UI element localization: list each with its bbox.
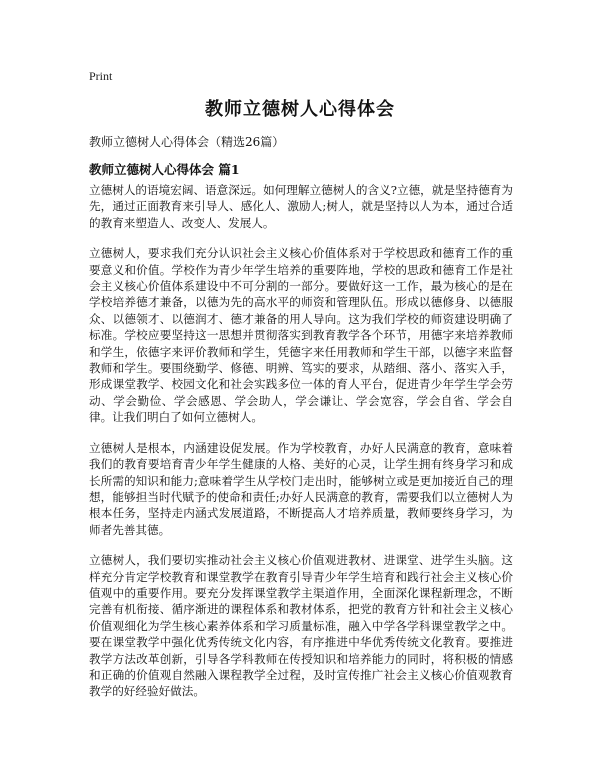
paragraph-1: 立德树人的语境宏阔、语意深远。如何理解立德树人的含义?立德，就是坚持德育为先，通过正面教育来引导人、感化人、激励人;树人，就是坚持以人为本，通过合适的教育来塑造人、改变人、发展人。 bbox=[89, 183, 513, 230]
print-link[interactable]: Print bbox=[89, 69, 113, 83]
page-title: 教师立德树人心得体会 bbox=[205, 99, 395, 120]
document-subtitle: 教师立德树人心得体会（精选26篇） bbox=[89, 135, 285, 149]
paragraph-2: 立德树人，要求我们充分认识社会主义核心价值体系对于学校思政和德育工作的重要意义和价值。学校作为青少年学生培养的重要阵地，学校的思政和德育工作是社会主义核心价值体系建设中不可分割的一部分。要做好这一工作，最为核心的是在学校培养德才兼备，以德为先的高水平的师资和管理队伍。形成以德修身、以德服众、以德领才、以德润才、德才兼备的用人导向。这为我们学校的师资建设明确了标准。学校应要坚持这一思想并贯彻落实到教育教学各个环节，用德字来培养教师和学生，依德字来评价教师和学生，凭德字来任用教师和学生干部，以德字来监督教师和学生。要围绕勤学、修德、明辨、笃实的要求，从踏细、落小、落实入手，形成课堂教学、校园文化和社会实践多位一体的育人平台，促进青少年学生学会劳动、学会勤俭、学会感恩、学会助人，学会谦让、学会宽容，学会自省、学会自律。让我们明白了如何立德树人。 bbox=[89, 246, 513, 425]
section-heading: 教师立德树人心得体会 篇1 bbox=[89, 162, 240, 177]
article-body bbox=[89, 182, 513, 714]
paragraph-4: 立德树人，我们要切实推动社会主义核心价值观进教材、进课堂、进学生头脑。这样充分肯定学校教育和课堂教学在教育引导青少年学生培育和践行社会主义核心价值观中的重要作用。要充分发挥课堂教学主渠道作用，全面深化课程新理念，不断完善有机衔接、循序渐进的课程体系和教材体系，把党的教育方针和社会主义核心价值观细化为学生核心素养体系和学习质量标准，融入中学各学科课堂教学之中。要在课堂教学中强化优秀传统文化内容，有序推进中华优秀传统文化教育。要推进教学方法改革创新，引导各学科教师在传授知识和培养能力的同时，将积极的情感和正确的价值观自然融入课程教学全过程，及时宣传推广社会主义核心价值观教育教学的好经验好做法。 bbox=[89, 553, 513, 699]
paragraph-3: 立德树人是根本，内涵建设促发展。作为学校教育，办好人民满意的教育，意味着我们的教育要培育青少年学生健康的人格、美好的心灵，让学生拥有终身学习和成长所需的知识和能力;意味着学生从学校门走出时，能够树立或是更加接近自己的理想，能够担当时代赋予的使命和责任;办好人民满意的教育，需要我们以立德树人为根本任务，坚持走内涵式发展道路，不断提高人才培养质量，教师要终身学习，为师者先善其德。 bbox=[89, 440, 513, 537]
